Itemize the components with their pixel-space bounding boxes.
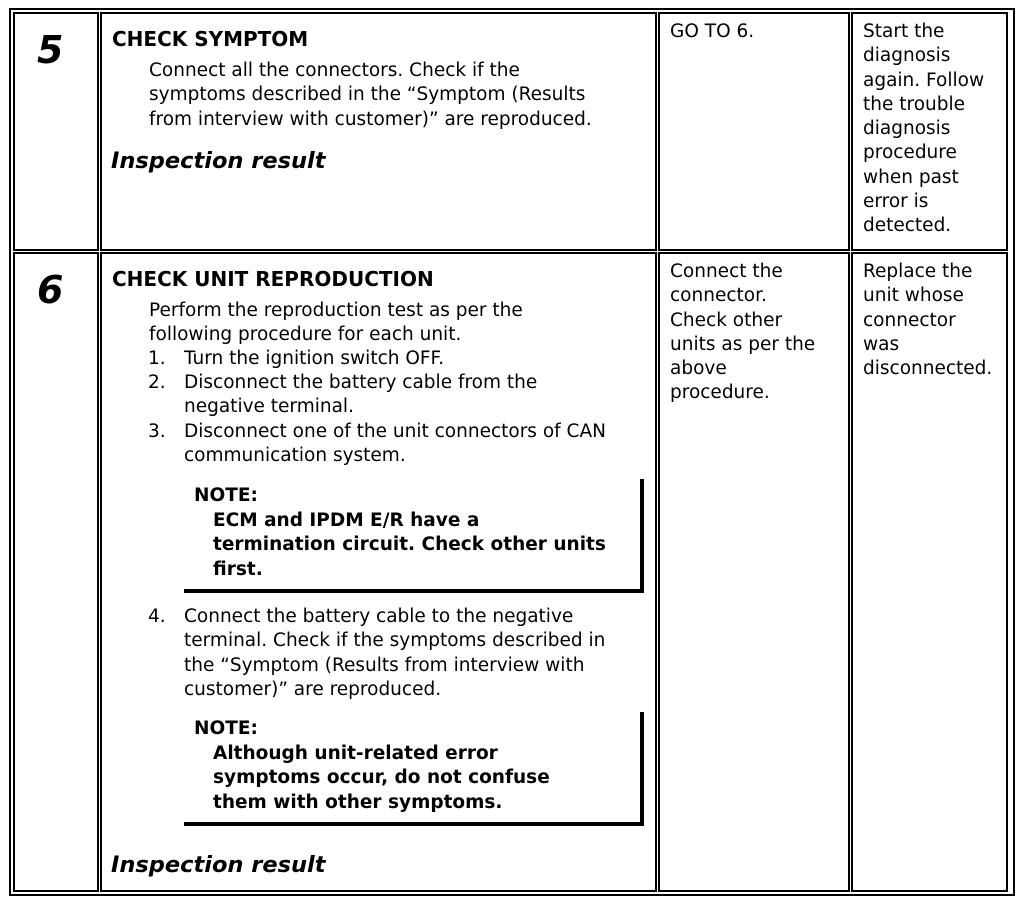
text-line: following procedure for each unit. (149, 324, 462, 346)
list-number: 2. (148, 372, 166, 393)
text-line: above (670, 358, 727, 380)
text-line: them with other symptoms. (213, 791, 503, 813)
ng-result-text (863, 260, 992, 381)
text-line: error is (863, 191, 929, 213)
text-line: procedure. (670, 382, 770, 404)
text-line: Disconnect the battery cable from the (184, 372, 538, 393)
text-line: when past (863, 166, 959, 188)
text-line: customer)” are reproduced. (184, 678, 442, 700)
text-line: communication system. (184, 445, 406, 467)
text-line: Replace the (863, 261, 973, 282)
text-line: Connect the (670, 261, 783, 282)
text-line: the “Symptom (Results from interview with (184, 654, 585, 676)
step-content-cell (100, 12, 657, 251)
text-line: Connect the battery cable to the negative (184, 606, 574, 627)
text-line: Check other (670, 309, 783, 331)
text-line: negative terminal. (184, 396, 354, 418)
step-number-cell (13, 252, 99, 892)
note-box (184, 712, 644, 826)
text-line: Disconnect one of the unit connectors of CAN (184, 421, 606, 442)
text-line: termination circuit. Check other units (213, 534, 606, 556)
text-line: symptoms described in the “Symptom (Results (149, 84, 586, 106)
step-description (149, 299, 523, 348)
text-line: first. (213, 558, 263, 580)
inspection-result-label: Inspection result (111, 148, 326, 174)
note-body (213, 509, 606, 582)
ok-result-text (670, 20, 754, 44)
text-line: the trouble (863, 93, 966, 115)
text-line: connector. (670, 285, 767, 307)
list-number: 3. (148, 421, 166, 442)
text-line: Turn the ignition switch OFF. (184, 348, 445, 369)
text-line: from interview with customer)” are reproduced. (149, 108, 592, 130)
step-number: 6 (37, 268, 64, 312)
text-line: diagnosis (863, 118, 951, 140)
ok-result-text (670, 260, 815, 406)
step-number-cell (13, 12, 99, 251)
list-text (184, 371, 537, 420)
text-line: Although unit-related error (213, 743, 498, 764)
text-line: disconnected. (863, 358, 993, 380)
step-title: CHECK SYMPTOM (112, 27, 309, 51)
inspection-result-label: Inspection result (111, 852, 326, 878)
list-number: 4. (148, 606, 166, 627)
text-line: symptoms occur, do not confuse (213, 767, 550, 789)
text-line: unit whose (863, 285, 964, 307)
text-line: units as per the (670, 333, 816, 355)
step-description (149, 59, 592, 132)
list-text (184, 605, 605, 702)
step-number: 5 (37, 28, 64, 72)
ng-result-cell (851, 12, 1008, 251)
text-line: Start the (863, 21, 945, 42)
text-line: ECM and IPDM E/R have a (213, 510, 480, 531)
text-line: Connect all the connectors. Check if the (149, 60, 520, 81)
text-line: diagnosis (863, 45, 951, 67)
text-line: connector (863, 309, 956, 331)
ng-result-cell (851, 252, 1008, 892)
ok-result-cell (658, 12, 850, 251)
text-line: again. Follow (863, 69, 985, 91)
text-line: procedure (863, 142, 957, 164)
text-line: was (863, 333, 900, 355)
ok-result-cell (658, 252, 850, 892)
text-line: Perform the reproduction test as per the (149, 300, 523, 321)
step-title: CHECK UNIT REPRODUCTION (112, 267, 434, 291)
list-text (184, 420, 606, 469)
ng-result-text (863, 20, 984, 239)
note-body (213, 742, 550, 815)
note-box (184, 479, 644, 593)
note-heading: NOTE: (194, 485, 258, 506)
text-line: detected. (863, 215, 952, 237)
text-line: GO TO 6. (670, 21, 755, 42)
list-text (184, 347, 444, 371)
note-heading: NOTE: (194, 718, 258, 739)
list-number: 1. (148, 348, 166, 369)
step-content-cell (100, 252, 657, 892)
text-line: terminal. Check if the symptoms described in (184, 630, 606, 652)
